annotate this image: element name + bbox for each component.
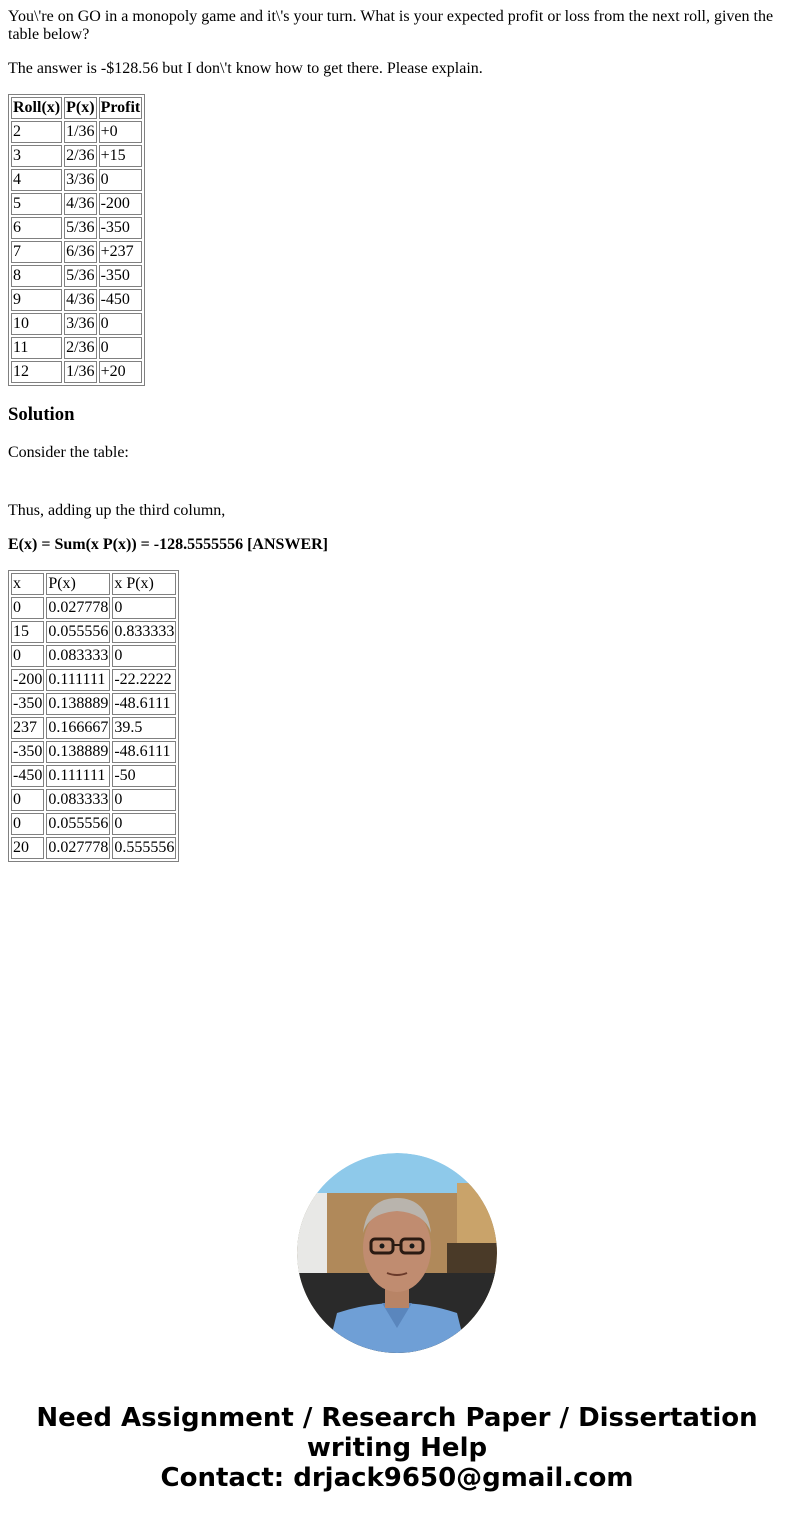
table-cell: 6 xyxy=(11,217,62,239)
table-row xyxy=(11,193,142,215)
solution-summary: Thus, adding up the third column, xyxy=(8,502,226,519)
table-cell: 4 xyxy=(11,169,62,191)
footer-banner xyxy=(0,1403,794,1493)
table-cell: 0.138889 xyxy=(46,693,110,715)
table-cell: 1/36 xyxy=(64,361,96,383)
question-text: You\'re on GO in a monopoly game and it\'s your turn. What is your expected profit or loss from the next roll, given the table below? xyxy=(8,8,774,43)
table-cell: -450 xyxy=(11,765,44,787)
table-row xyxy=(11,337,142,359)
table-cell: 0.555556 xyxy=(112,837,176,859)
table-cell: 8 xyxy=(11,265,62,287)
table-cell: -48.6111 xyxy=(112,741,176,763)
table-cell: +237 xyxy=(99,241,143,263)
question-followup: The answer is -$128.56 but I don\'t know how to get there. Please explain. xyxy=(8,60,483,77)
table-cell: 15 xyxy=(11,621,44,643)
person-photo-icon xyxy=(297,1153,497,1353)
table-cell: 0.138889 xyxy=(46,741,110,763)
table-cell: 0 xyxy=(112,597,176,619)
table-cell: 0 xyxy=(112,645,176,667)
table-cell: 5/36 xyxy=(64,265,96,287)
table-cell: 4/36 xyxy=(64,193,96,215)
table-cell: -350 xyxy=(99,265,143,287)
table-cell: -450 xyxy=(99,289,143,311)
table-row xyxy=(11,121,142,143)
table-cell: 6/36 xyxy=(64,241,96,263)
table-row xyxy=(11,169,142,191)
table-cell: 11 xyxy=(11,337,62,359)
table-cell: 5/36 xyxy=(64,217,96,239)
header-xpx: x P(x) xyxy=(112,573,176,595)
table-cell: 0.055556 xyxy=(46,813,110,835)
table-cell: 0.083333 xyxy=(46,645,110,667)
table-cell: 3 xyxy=(11,145,62,167)
table-cell: 39.5 xyxy=(112,717,176,739)
table-cell: 0.083333 xyxy=(46,789,110,811)
table-cell: 0.833333 xyxy=(112,621,176,643)
table-cell: -50 xyxy=(112,765,176,787)
table-cell: 7 xyxy=(11,241,62,263)
table-cell: 2 xyxy=(11,121,62,143)
header-x: x xyxy=(11,573,44,595)
table-row xyxy=(11,361,142,383)
header-roll: Roll(x) xyxy=(11,97,62,119)
footer-line-2: writing Help xyxy=(306,1433,488,1463)
table-row xyxy=(11,741,176,763)
table-row xyxy=(11,837,176,859)
table-cell: 0 xyxy=(99,313,143,335)
table-cell: 0 xyxy=(99,169,143,191)
header-profit: Profit xyxy=(99,97,143,119)
table-row xyxy=(11,241,142,263)
table-cell: -350 xyxy=(11,693,44,715)
table-cell: 0 xyxy=(99,337,143,359)
table-row xyxy=(11,645,176,667)
footer-contact: Contact: drjack9650@gmail.com xyxy=(160,1463,634,1493)
table-row xyxy=(11,621,176,643)
table-cell: -22.2222 xyxy=(112,669,176,691)
table-cell: 0.027778 xyxy=(46,837,110,859)
table-cell: 0.111111 xyxy=(46,765,110,787)
header-probability: P(x) xyxy=(64,97,96,119)
table-row xyxy=(11,265,142,287)
table-cell: -48.6111 xyxy=(112,693,176,715)
table-cell: +20 xyxy=(99,361,143,383)
table-cell: 0 xyxy=(11,645,44,667)
table-cell: 1/36 xyxy=(64,121,96,143)
table-row xyxy=(11,765,176,787)
table-cell: 0.027778 xyxy=(46,597,110,619)
table-row xyxy=(11,597,176,619)
table-cell: 0 xyxy=(11,789,44,811)
table-cell: 3/36 xyxy=(64,169,96,191)
table-header-row xyxy=(11,573,176,595)
header-px: P(x) xyxy=(46,573,110,595)
table-row xyxy=(11,217,142,239)
table-cell: 12 xyxy=(11,361,62,383)
table-row xyxy=(11,145,142,167)
table-cell: 2/36 xyxy=(64,145,96,167)
table-cell: 20 xyxy=(11,837,44,859)
table-cell: -200 xyxy=(99,193,143,215)
table-cell: 5 xyxy=(11,193,62,215)
table-row xyxy=(11,813,176,835)
table-row xyxy=(11,669,176,691)
table-row xyxy=(11,717,176,739)
table-cell: 237 xyxy=(11,717,44,739)
table-row xyxy=(11,789,176,811)
table-cell: +15 xyxy=(99,145,143,167)
table-cell: +0 xyxy=(99,121,143,143)
table-cell: 4/36 xyxy=(64,289,96,311)
table-cell: 0 xyxy=(11,597,44,619)
solution-answer: E(x) = Sum(x P(x)) = -128.5555556 [ANSWER] xyxy=(8,536,328,553)
table-cell: 3/36 xyxy=(64,313,96,335)
main-content xyxy=(8,0,786,862)
table-cell: 0.166667 xyxy=(46,717,110,739)
table-cell: 10 xyxy=(11,313,62,335)
table-cell: 0.055556 xyxy=(46,621,110,643)
solution-table xyxy=(8,570,179,862)
table-cell: -350 xyxy=(99,217,143,239)
table-row xyxy=(11,693,176,715)
question-table xyxy=(8,94,145,386)
table-cell: -200 xyxy=(11,669,44,691)
table-row xyxy=(11,289,142,311)
solution-heading: Solution xyxy=(8,404,75,425)
table-header-row xyxy=(11,97,142,119)
table-cell: 2/36 xyxy=(64,337,96,359)
table-cell: 9 xyxy=(11,289,62,311)
table-cell: -350 xyxy=(11,741,44,763)
solution-intro: Consider the table: xyxy=(8,444,129,461)
table-cell: 0 xyxy=(112,789,176,811)
table-row xyxy=(11,313,142,335)
footer-line-1: Need Assignment / Research Paper / Dissertation xyxy=(36,1403,758,1433)
avatar xyxy=(297,1153,497,1353)
table-cell: 0 xyxy=(112,813,176,835)
table-cell: 0.111111 xyxy=(46,669,110,691)
table-cell: 0 xyxy=(11,813,44,835)
